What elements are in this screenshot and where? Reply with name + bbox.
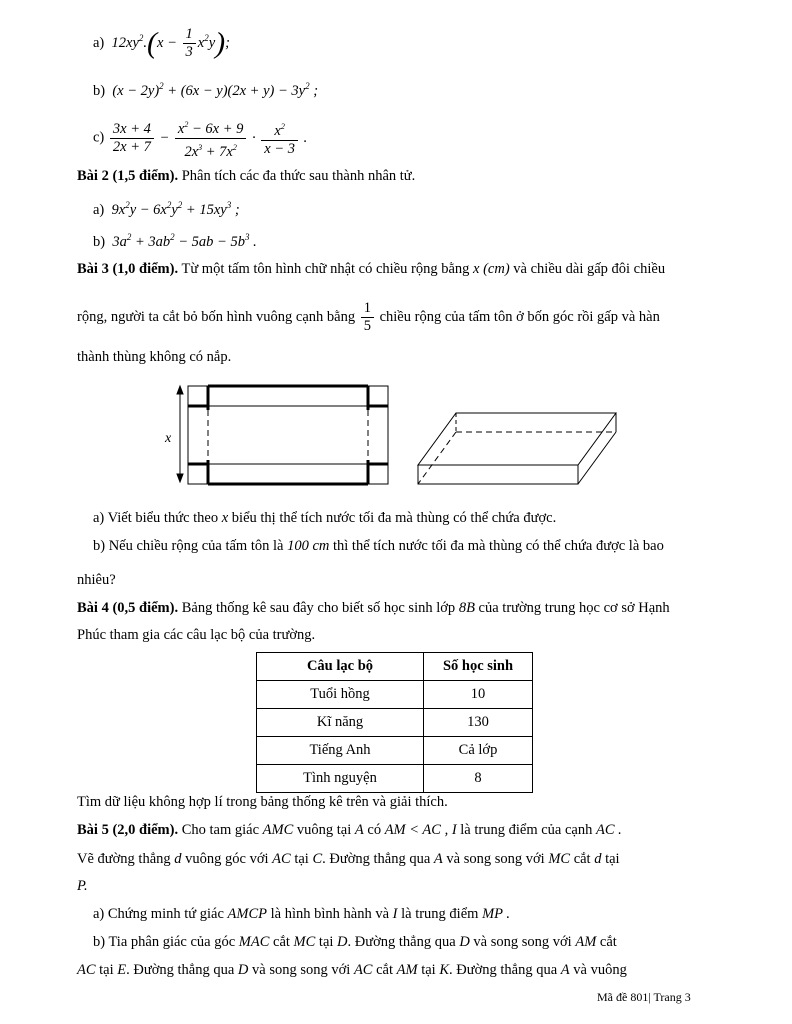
text: cắt (376, 962, 394, 978)
item-label: c) (93, 129, 105, 146)
bai5-c (77, 962, 627, 979)
section-heading: Bài 4 (0,5 điểm). (77, 600, 179, 616)
table-row (257, 709, 533, 737)
item-label: a) (93, 34, 105, 51)
text: tại (294, 851, 309, 867)
bai2-a (93, 200, 240, 219)
math-inline: AM (575, 934, 597, 950)
text: là hình bình hành và (270, 906, 390, 922)
flat-sheet (188, 386, 388, 484)
text: tại (421, 962, 436, 978)
section-heading: Bài 3 (1,0 điểm). (77, 261, 179, 277)
bai3-line2 (77, 300, 660, 335)
text: . Đường thẳng qua (449, 962, 558, 978)
section-heading: Bài 2 (1,5 điểm). (77, 168, 179, 184)
math-inline: 8B (458, 600, 475, 616)
text: . Đường thẳng qua (126, 962, 235, 978)
text: cắt (273, 934, 290, 950)
text: Từ một tấm tôn hình chữ nhật có chiều rộng bằng (181, 261, 470, 277)
text: cắt (573, 851, 591, 867)
text: và song song với (473, 934, 572, 950)
text: tại (605, 851, 620, 867)
text: b) Tia phân giác của góc (93, 934, 236, 950)
text: là trung điểm (401, 906, 479, 922)
table-cell: Kĩ năng (257, 709, 424, 737)
math-inline: AC (272, 851, 291, 867)
bai2-heading-line (77, 168, 415, 185)
text: a) Chứng minh tứ giác (93, 906, 224, 922)
bai3-line1 (77, 261, 665, 278)
bai3-b (93, 538, 664, 555)
math-inline: E (117, 962, 127, 978)
fraction-one-fifth: $\frac{1}{5}$ (361, 300, 374, 335)
bai5-b (93, 934, 617, 951)
math-inline: AC (353, 962, 373, 978)
math-inline: D (459, 934, 470, 950)
math-inline: x (221, 510, 229, 526)
bai5-line1 (77, 822, 622, 839)
table-cell: Tiếng Anh (257, 737, 424, 765)
math-inline: d (174, 851, 182, 867)
math-inline: d (594, 851, 602, 867)
math-inline: D (237, 962, 249, 978)
math-inline: AM (396, 962, 418, 978)
bai1-b (93, 81, 318, 100)
text: vuông tại (296, 822, 352, 838)
math-expression: $(x - 2y)^2 + (6x - y)(2x + y) - 3y^2$ ; (108, 81, 319, 99)
math-expression: $12xy^2.(x$ − $\frac{1}{3}$ $x^2y$); (107, 26, 230, 60)
table-header: Số học sinh (424, 653, 533, 681)
bai5-a (93, 906, 510, 923)
text: . Đường thẳng qua (347, 934, 456, 950)
text: thành thùng không có nắp. (77, 349, 232, 365)
bai1-c (93, 116, 307, 161)
bai4-line2 (77, 627, 315, 644)
math-expression: $3a^2 + 3ab^2 - 5ab - 5b^3$ . (108, 232, 257, 250)
bai4-line1 (77, 600, 670, 617)
table-row (257, 681, 533, 709)
text: thì thể tích nước tối đa mà thùng có thể chứa được là bao (333, 538, 664, 554)
text: . Đường thẳng qua (322, 851, 431, 867)
text: Vẽ đường thẳng (77, 851, 171, 867)
table-cell: 8 (424, 765, 533, 793)
table-header-row (257, 653, 533, 681)
text: nhiêu? (77, 572, 116, 588)
text: có (367, 822, 382, 838)
text: và song song với (446, 851, 545, 867)
section-heading: Bài 5 (2,0 điểm). (77, 822, 179, 838)
bai3-line3 (77, 349, 231, 366)
math-inline: D (337, 934, 348, 950)
math-inline: A (433, 851, 443, 867)
text: và song song với (252, 962, 351, 978)
bai5-line3 (77, 878, 88, 895)
math-inline: 100 cm (287, 538, 330, 554)
math-inline: P. (77, 878, 88, 894)
math-expression: $\frac{3x + 4}{2x + 7}$ − $\frac{x^2 - 6x + 9}{2x^3 + 7x^2}$ · $\frac{x^2}{x - 3}$ . (108, 130, 307, 146)
table-row (257, 765, 533, 793)
text: Phúc tham gia các câu lạc bộ của trường. (77, 627, 316, 643)
bai1-a (93, 26, 230, 61)
text: b) Nếu chiều rộng của tấm tôn là (93, 538, 284, 554)
page-footer: Mã đề 801| Trang 3 (597, 990, 691, 1004)
bai3-b-cont (77, 572, 116, 589)
table-cell: Tuổi hồng (257, 681, 424, 709)
text: và chiều dài gấp đôi chiều (513, 261, 666, 277)
text: a) Viết biểu thức theo (93, 510, 219, 526)
math-inline: I (392, 906, 398, 922)
bai4-question (77, 794, 448, 811)
table-row (257, 737, 533, 765)
math-inline: AMC (262, 822, 294, 838)
math-inline: x (cm) (473, 261, 510, 277)
text: là trung điểm của cạnh (460, 822, 593, 838)
text: Cho tam giác (181, 822, 260, 838)
text: Bảng thống kê sau đây cho biết số học sinh lớp (181, 600, 456, 616)
item-label: a) (93, 201, 105, 218)
text: và vuông (573, 962, 627, 978)
table-cell: Cả lớp (424, 737, 533, 765)
bai2-b (93, 232, 257, 251)
table-cell: 10 (424, 681, 533, 709)
table-cell: 130 (424, 709, 533, 737)
section-text: Phân tích các đa thức sau thành nhân tử. (181, 168, 416, 184)
text: vuông góc với (185, 851, 269, 867)
text: cắt (599, 934, 617, 950)
bai3-a (93, 510, 556, 527)
math-inline: MC (548, 851, 571, 867)
math-inline: K (439, 962, 449, 978)
math-inline: AM < AC , I (384, 822, 457, 838)
text: tại (99, 962, 114, 978)
math-inline: MP . (482, 906, 510, 922)
math-inline: AC . (595, 822, 622, 838)
math-inline: A (560, 962, 570, 978)
math-expression: $9x^2y - 6x^2y^2 + 15xy^3$ ; (107, 200, 240, 218)
math-inline: A (354, 822, 364, 838)
bai3-figure (160, 380, 630, 492)
text: rộng, người ta cắt bỏ bốn hình vuông cạnh bằng (77, 308, 356, 325)
item-label: b) (93, 82, 106, 99)
dimension-label: x (165, 431, 172, 446)
item-label: b) (93, 233, 106, 250)
open-box (418, 413, 616, 484)
club-stats-table (256, 652, 533, 793)
table-cell: Tình nguyện (257, 765, 424, 793)
text: của trường trung học cơ sở Hạnh (478, 600, 670, 616)
dimension-arrow (177, 386, 183, 482)
math-inline: MC (293, 934, 316, 950)
text: chiều rộng của tấm tôn ở bốn góc rồi gấp và hàn (379, 308, 660, 325)
math-inline: AMCP (227, 906, 267, 922)
text: tại (318, 934, 334, 950)
math-inline: MAC (238, 934, 270, 950)
math-inline: AC (77, 962, 96, 978)
math-inline: C (312, 851, 323, 867)
table-header: Câu lạc bộ (257, 653, 424, 681)
text: Tìm dữ liệu không hợp lí trong bảng thống kê trên và giải thích. (77, 794, 448, 810)
bai5-line2 (77, 851, 620, 868)
text: biểu thị thể tích nước tối đa mà thùng có thể chứa được. (231, 510, 557, 526)
